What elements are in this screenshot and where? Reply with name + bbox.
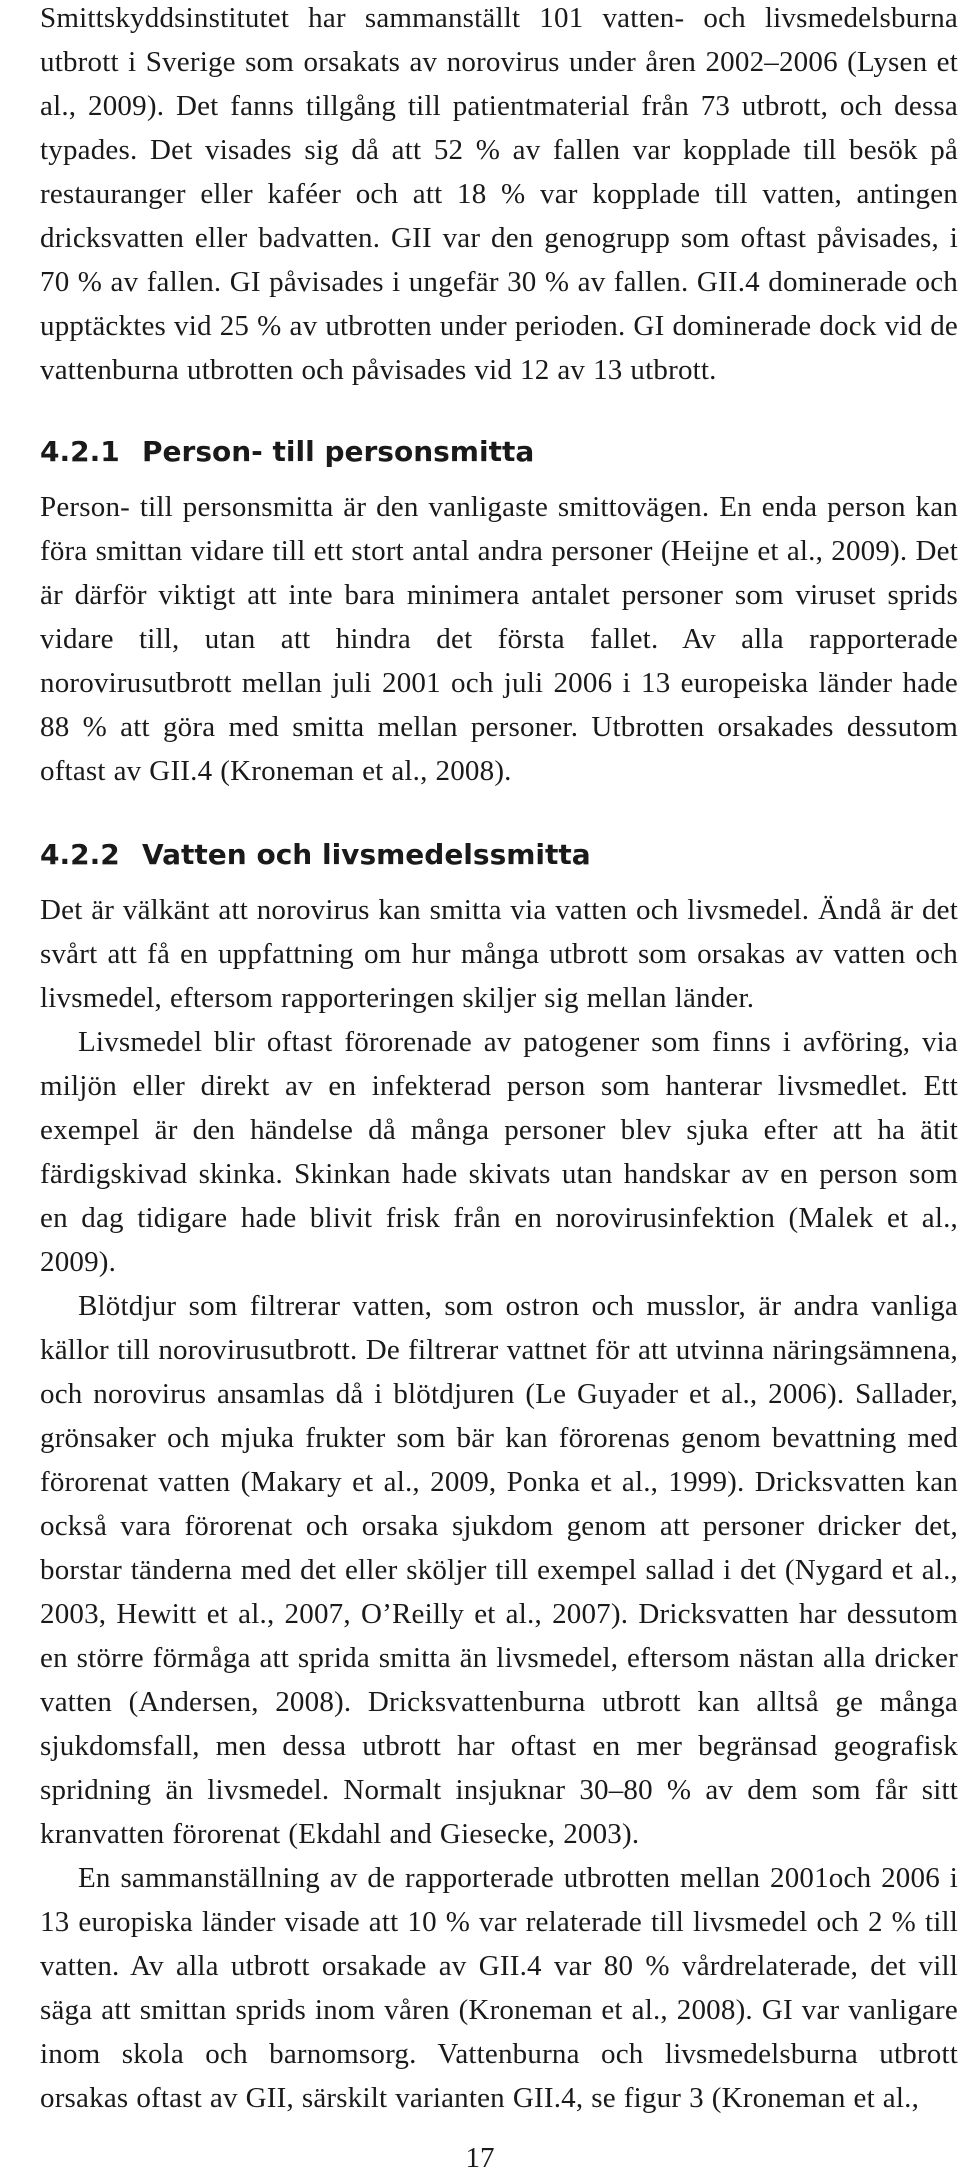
- section-heading-4-2-1: [40, 432, 534, 472]
- section-title: Person- till personsmitta: [142, 435, 535, 468]
- intro-paragraph: Smittskyddsinstitutet har sammanställt 101 vatten- och livsmedelsburna utbrott i Sverige som orsakats av norovirus under åren 2002–2006 (Lysen et al., 2009). Det fanns tillgång till patientmaterial från 73 utbrott, och dessa typades. Det visades sig då att 52 % av fallen var kopplade till besök på restauranger eller kaféer och att 18 % var kopplade till vatten, antingen dricksvatten eller badvatten. GII var den genogrupp som oftast påvisades, i 70 % av fallen. GI påvisades i ungefär 30 % av fallen. GII.4 dominerade och upptäcktes vid 25 % av utbrotten under perioden. GI dominerade dock vid de vattenburna utbrotten och påvisades vid 12 av 13 utbrott.: [40, 2, 958, 386]
- section-4-2-2-paragraph-2: Livsmedel blir oftast förorenade av patogener som finns i avföring, via miljön eller direkt av en infekterad person som hanterar livsmedlet. Ett exempel är den händelse då många personer blev sjuka efter att ha ätit färdigskivad skinka. Skinkan hade skivats utan handskar av en person som en dag tidigare hade blivit frisk från en norovirusinfektion (Malek et al., 2009).: [40, 1026, 958, 1278]
- section-number: 4.2.2: [40, 838, 120, 871]
- section-4-2-1-paragraph: Person- till personsmitta är den vanligaste smittovägen. En enda person kan föra smittan vidare till ett stort antal andra personer (Heijne et al., 2009). Det är därför viktigt att inte bara minimera antalet personer som viruset sprids vidare till, utan att hindra det första fallet. Av alla rapporterade norovirusutbrott mellan juli 2001 och juli 2006 i 13 europeiska länder hade 88 % att göra med smitta mellan personer. Utbrotten orsakades dessutom oftast av GII.4 (Kroneman et al., 2008).: [40, 491, 958, 787]
- section-4-2-2-paragraph-1: Det är välkänt att norovirus kan smitta via vatten och livsmedel. Ändå är det svårt att få en uppfattning om hur många utbrott som orsakas av vatten och livsmedel, eftersom rapporteringen skiljer sig mellan länder.: [40, 894, 958, 1014]
- page-number: 17: [465, 2142, 495, 2174]
- section-4-2-2-paragraph-3: Blötdjur som filtrerar vatten, som ostron och musslor, är andra vanliga källor till norovirusutbrott. De filtrerar vattnet för att utvinna näringsämnena, och norovirus ansamlas då i blötdjuren (Le Guyader et al., 2006). Sallader, grönsaker och mjuka frukter som bär kan förorenas genom bevattning med förorenat vatten (Makary et al., 2009, Ponka et al., 1999). Dricksvatten kan också vara förorenat och orsaka sjukdom genom att personer dricker det, borstar tänderna med det eller sköljer till exempel sallad i det (Nygard et al., 2003, Hewitt et al., 2007, O’Reilly et al., 2007). Dricksvatten har dessutom en större förmåga att sprida smitta än livsmedel, eftersom nästan alla dricker vatten (Andersen, 2008). Dricksvattenburna utbrott kan alltså ge många sjukdomsfall, men dessa utbrott har oftast en mer begränsad geografisk spridning än livsmedel. Normalt insjuknar 30–80 % av dem som får sitt kranvatten förorenat (Ekdahl and Giesecke, 2003).: [40, 1290, 958, 1850]
- section-4-2-2-paragraph-4: En sammanställning av de rapporterade utbrotten mellan 2001och 2006 i 13 europiska länder visade att 10 % var relaterade till livsmedel och 2 % till vatten. Av alla utbrott orsakade av GII.4 var 80 % vårdrelaterade, det vill säga att smittan sprids inom våren (Kroneman et al., 2008). GI var vanligare inom skola och barnomsorg. Vattenburna och livsmedelsburna utbrott orsakas oftast av GII, särskilt varianten GII.4, se figur 3 (Kroneman et al.,: [40, 1862, 958, 2114]
- section-heading-4-2-2: [40, 835, 591, 875]
- section-number: 4.2.1: [40, 435, 120, 468]
- section-title: Vatten och livsmedelssmitta: [142, 838, 591, 871]
- section-4-2-2-body: [40, 888, 958, 2120]
